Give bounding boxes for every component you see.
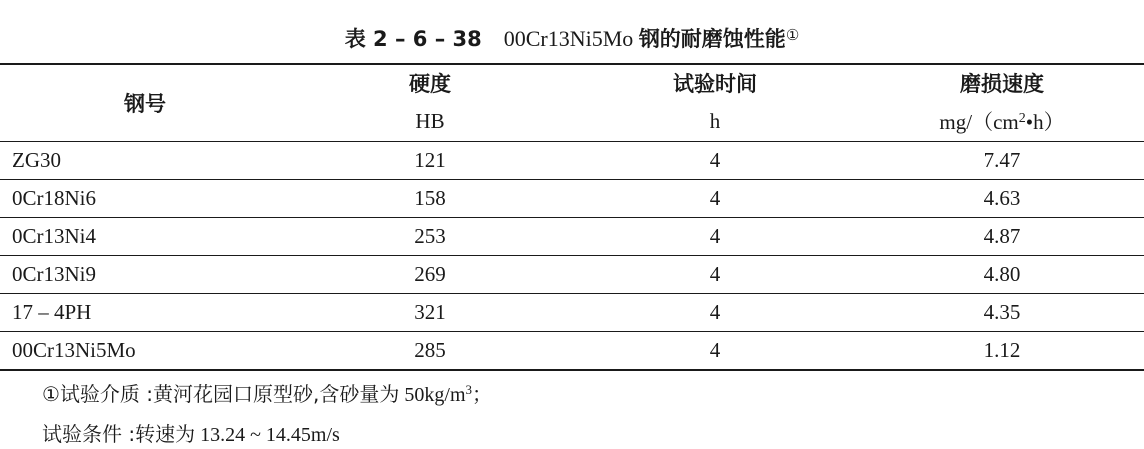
- table-row: [0, 180, 1144, 218]
- table-caption: 钢的耐磨蚀性能: [638, 27, 786, 51]
- cell-hardness: 321: [290, 294, 570, 332]
- footnote-medium-value: 50kg/m: [404, 384, 466, 406]
- cell-grade: 00Cr13Ni5Mo: [0, 332, 290, 371]
- footnote-conditions-value: 13.24 ~ 14.45m/s: [200, 424, 340, 446]
- cell-wear: 7.47: [860, 142, 1144, 180]
- footnote-mark: ①: [42, 384, 60, 406]
- header-hardness: 硬度: [290, 64, 570, 101]
- cell-grade: 0Cr18Ni6: [0, 180, 290, 218]
- cell-wear: 4.63: [860, 180, 1144, 218]
- unit-test-time: h: [570, 101, 860, 142]
- cell-grade: 0Cr13Ni9: [0, 256, 290, 294]
- cell-time: 4: [570, 180, 860, 218]
- unit-wear-rate-pre: mg/（cm: [939, 110, 1019, 134]
- table-row: [0, 332, 1144, 371]
- footnote-medium-sup: 3: [465, 382, 473, 397]
- table-row: [0, 256, 1144, 294]
- cell-grade: ZG30: [0, 142, 290, 180]
- header-wear-rate: 磨损速度: [860, 64, 1144, 101]
- footnote-conditions-label: 试验条件 :转速为: [42, 422, 196, 446]
- cell-hardness: 269: [290, 256, 570, 294]
- cell-hardness: 285: [290, 332, 570, 371]
- cell-wear: 4.80: [860, 256, 1144, 294]
- cell-time: 4: [570, 256, 860, 294]
- table-number: 表 2 – 6 – 38: [344, 27, 482, 51]
- unit-wear-rate-post: •h）: [1025, 110, 1065, 134]
- table-row: [0, 294, 1144, 332]
- cell-time: 4: [570, 142, 860, 180]
- cell-hardness: 121: [290, 142, 570, 180]
- cell-grade: 17 – 4PH: [0, 294, 290, 332]
- cell-wear: 4.87: [860, 218, 1144, 256]
- cell-grade: 0Cr13Ni4: [0, 218, 290, 256]
- unit-hardness: HB: [290, 101, 570, 142]
- footnote-marker: ①: [785, 28, 800, 44]
- cell-time: 4: [570, 294, 860, 332]
- table-row: [0, 142, 1144, 180]
- header-test-time: 试验时间: [570, 64, 860, 101]
- table-row: [0, 218, 1144, 256]
- cell-wear: 1.12: [860, 332, 1144, 371]
- unit-wear-rate: [860, 101, 1144, 142]
- unit-wear-rate-sup: 2: [1018, 111, 1026, 126]
- footnote-test-medium: [42, 378, 492, 407]
- wear-resistance-table: [0, 63, 1144, 371]
- cell-wear: 4.35: [860, 294, 1144, 332]
- footnote-medium-end: ；: [472, 382, 493, 406]
- cell-time: 4: [570, 218, 860, 256]
- header-grade: 钢号: [0, 64, 290, 142]
- cell-hardness: 253: [290, 218, 570, 256]
- footnote-test-conditions: [42, 418, 340, 447]
- table-title: [0, 20, 1144, 55]
- steel-grade-title: 00Cr13Ni5Mo: [503, 26, 634, 51]
- cell-time: 4: [570, 332, 860, 371]
- cell-hardness: 158: [290, 180, 570, 218]
- footnote-medium-label: 试验介质 :黄河花园口原型砂,含砂量为: [59, 382, 400, 406]
